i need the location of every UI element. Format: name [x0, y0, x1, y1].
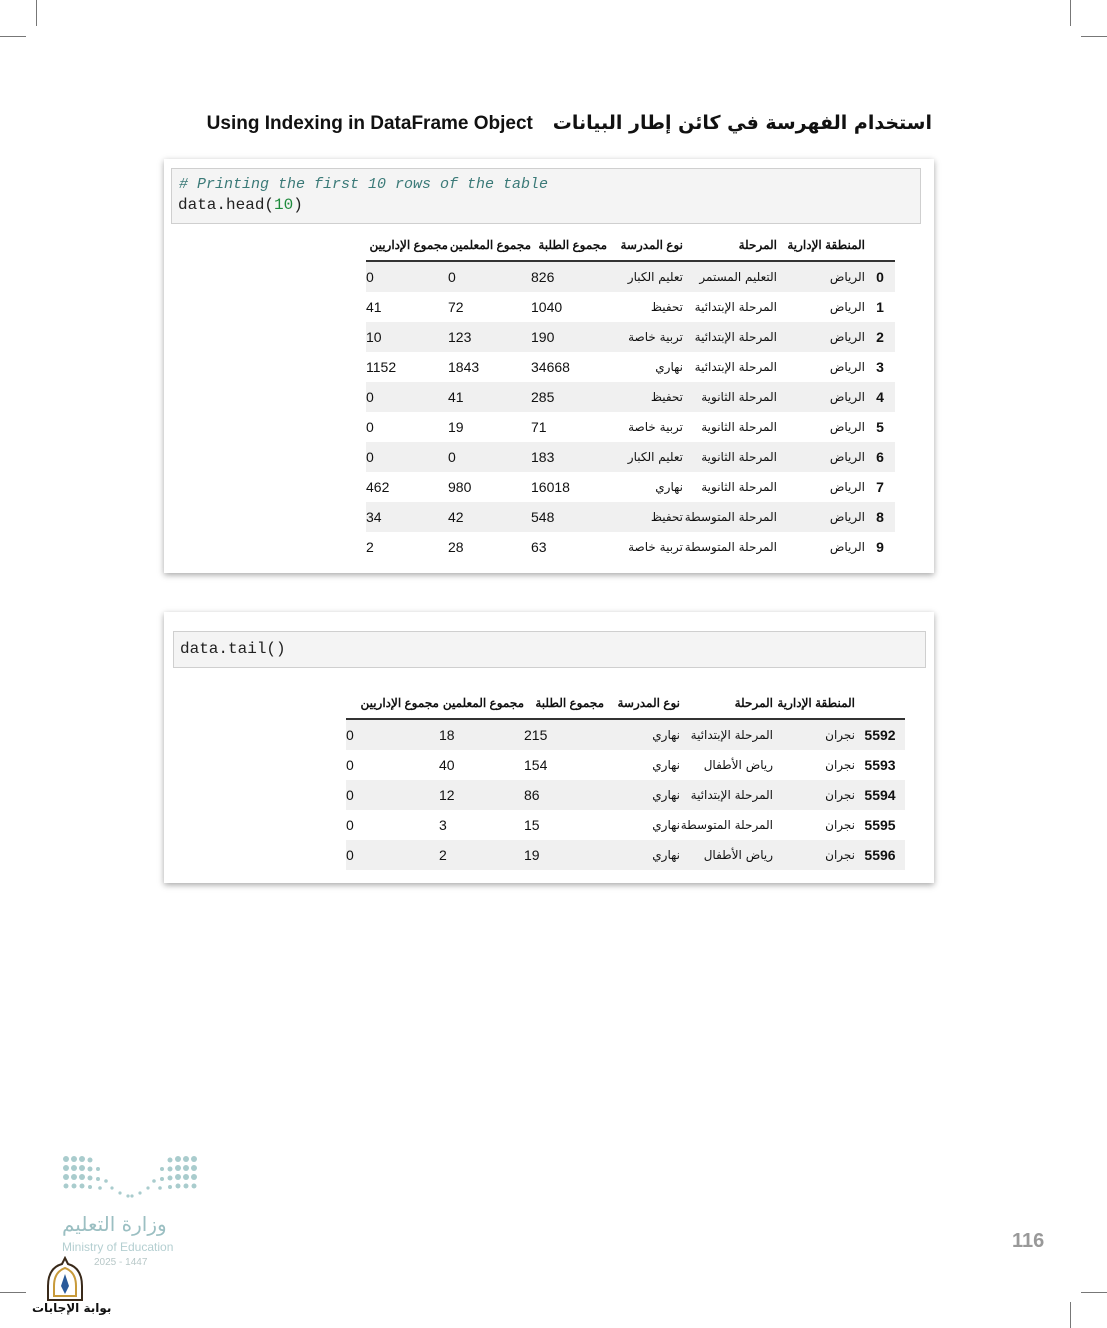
school-type-cell: تربية خاصة: [607, 322, 683, 352]
teachers-cell: 19: [448, 419, 464, 435]
region-cell: الرياض: [777, 261, 865, 292]
school-type-cell: نهاري: [604, 719, 680, 750]
students-cell: 86: [524, 780, 604, 810]
region-cell: نجران: [825, 758, 855, 772]
admins-cell: 0: [366, 261, 448, 292]
region-cell: الرياض: [777, 442, 865, 472]
admins-cell: 0: [346, 780, 439, 810]
admins-cell: 10: [366, 322, 448, 352]
admins-cell: 2: [366, 539, 374, 555]
crop-mark: [1081, 1292, 1107, 1293]
row-index: 5595: [864, 817, 896, 833]
portal-logo-icon: [44, 1256, 86, 1302]
stage-cell: المرحلة الثانوية: [683, 442, 777, 472]
crop-mark: [36, 0, 37, 26]
students-cell: 154: [524, 757, 548, 773]
school-type-cell: نهاري: [604, 780, 680, 810]
column-header: المنطقة الإدارية: [777, 230, 865, 261]
teachers-cell: 42: [448, 502, 531, 532]
table-row: [366, 412, 895, 442]
school-type-cell: نهاري: [655, 480, 683, 494]
row-index: 5593: [864, 757, 896, 773]
table-row: [346, 780, 905, 810]
stage-cell: رياض الأطفال: [703, 758, 773, 772]
region-cell: الرياض: [777, 382, 865, 412]
tail-dataframe-table: [346, 688, 905, 870]
tail-notebook-cell: [164, 612, 934, 883]
region-cell: نجران: [773, 719, 855, 750]
admins-cell: 0: [346, 757, 354, 773]
crop-mark: [1081, 36, 1107, 37]
students-cell: 34668: [531, 359, 570, 375]
admins-cell: 0: [346, 817, 354, 833]
teachers-cell: 18: [439, 719, 524, 750]
row-index: 5594: [855, 780, 905, 810]
school-type-cell: تحفيظ: [607, 382, 683, 412]
teachers-cell: 72: [448, 299, 464, 315]
admins-cell: 41: [366, 299, 382, 315]
tail-code-line: data.tail(): [180, 640, 286, 658]
admins-cell: 0: [366, 442, 448, 472]
row-index: 0: [865, 261, 895, 292]
school-type-cell: تحفيظ: [607, 502, 683, 532]
row-index: 2: [865, 322, 895, 352]
index-header: [865, 230, 895, 261]
column-header: مجموع المعلمين: [439, 688, 524, 719]
region-cell: الرياض: [777, 322, 865, 352]
region-cell: الرياض: [829, 360, 865, 374]
table-row: [366, 292, 895, 322]
stage-cell: المرحلة الإبتدائية: [680, 719, 773, 750]
admins-cell: 0: [366, 419, 374, 435]
row-index: 7: [876, 479, 884, 495]
code-paren: ): [293, 196, 303, 214]
region-cell: نجران: [773, 780, 855, 810]
stage-cell: المرحلة المتوسطة: [683, 502, 777, 532]
column-header: المنطقة الإدارية: [773, 688, 855, 719]
table-header-row: [346, 688, 905, 719]
stage-cell: المرحلة الإبتدائية: [694, 300, 777, 314]
row-index: 5592: [855, 719, 905, 750]
head-notebook-cell: [164, 159, 934, 573]
stage-cell: المرحلة الثانوية: [701, 480, 777, 494]
table-row: [366, 532, 895, 562]
stage-cell: المرحلة الثانوية: [683, 382, 777, 412]
page-number: 116: [1012, 1230, 1045, 1252]
school-type-cell: نهاري: [655, 360, 683, 374]
column-header: المرحلة: [683, 230, 777, 261]
ministry-logo-dots-icon: [62, 1155, 198, 1201]
school-type-cell: نهاري: [604, 840, 680, 870]
students-cell: 16018: [531, 479, 570, 495]
column-header: نوع المدرسة: [604, 688, 680, 719]
region-cell: نجران: [773, 840, 855, 870]
portal-watermark-text: بوابة الإجابات: [32, 1301, 112, 1315]
admins-cell: 0: [366, 382, 448, 412]
table-row: [366, 382, 895, 412]
head-code-line: [178, 196, 303, 214]
column-header: المرحلة: [680, 688, 773, 719]
ministry-name-arabic: وزارة التعليم: [62, 1212, 167, 1236]
admins-cell: 0: [346, 719, 439, 750]
column-header: مجموع المعلمين: [448, 230, 531, 261]
table-header-row: [366, 230, 895, 261]
row-index: 3: [876, 359, 884, 375]
stage-cell: المرحلة الثانوية: [701, 420, 777, 434]
tail-code-input[interactable]: [173, 631, 926, 668]
admins-cell: 1152: [366, 359, 397, 375]
teachers-cell: 40: [439, 757, 455, 773]
region-cell: الرياض: [829, 300, 865, 314]
head-code-input[interactable]: [171, 168, 921, 224]
column-header: مجموع الطلبة: [524, 688, 604, 719]
students-cell: 183: [531, 442, 607, 472]
edition-year: 2025 - 1447: [94, 1257, 148, 1268]
teachers-cell: 28: [448, 539, 464, 555]
section-title: [180, 112, 932, 135]
teachers-cell: 2: [439, 840, 524, 870]
school-type-cell: تحفيظ: [650, 300, 683, 314]
table-row: [366, 502, 895, 532]
ministry-name-english: Ministry of Education: [62, 1240, 174, 1254]
column-header: مجموع الطلبة: [531, 230, 607, 261]
table-row: [346, 840, 905, 870]
table-row: [346, 719, 905, 750]
index-header: [855, 688, 905, 719]
table-row: [366, 322, 895, 352]
table-row: [366, 442, 895, 472]
row-index: 8: [865, 502, 895, 532]
admins-cell: 0: [346, 840, 439, 870]
teachers-cell: 0: [448, 261, 531, 292]
students-cell: 71: [531, 419, 547, 435]
school-type-cell: تربية خاصة: [628, 420, 683, 434]
table-row: [366, 261, 895, 292]
crop-mark: [1070, 0, 1071, 26]
column-header: مجموع الإداريين: [366, 230, 448, 261]
students-cell: 190: [531, 322, 607, 352]
crop-mark: [0, 1292, 26, 1293]
students-cell: 15: [524, 817, 540, 833]
admins-cell: 34: [366, 502, 448, 532]
region-cell: الرياض: [777, 502, 865, 532]
crop-mark: [0, 36, 26, 37]
stage-cell: التعليم المستمر: [683, 261, 777, 292]
section-title-arabic: استخدام الفهرسة في كائن إطار البيانات: [552, 112, 932, 134]
row-index: 6: [865, 442, 895, 472]
code-comment: # Printing the first 10 rows of the table: [179, 176, 549, 193]
column-header: نوع المدرسة: [607, 230, 683, 261]
row-index: 4: [865, 382, 895, 412]
region-cell: الرياض: [829, 420, 865, 434]
teachers-cell: 123: [448, 322, 531, 352]
column-header: مجموع الإداريين: [346, 688, 439, 719]
code-number-literal: 10: [274, 196, 294, 214]
teachers-cell: 3: [439, 817, 447, 833]
students-cell: 548: [531, 502, 607, 532]
code-call: data.head(: [178, 196, 275, 214]
teachers-cell: 1843: [448, 359, 480, 375]
stage-cell: المرحلة الإبتدائية: [683, 322, 777, 352]
section-title-english: Using Indexing in DataFrame Object: [206, 113, 533, 134]
region-cell: الرياض: [829, 480, 865, 494]
row-index: 9: [876, 539, 884, 555]
table-row: [346, 810, 905, 840]
table-row: [346, 750, 905, 780]
row-index: 5596: [855, 840, 905, 870]
row-index: 5: [876, 419, 884, 435]
row-index: 1: [876, 299, 884, 315]
crop-mark: [1070, 1302, 1071, 1328]
stage-cell: المرحلة المتوسطة: [680, 818, 773, 832]
students-cell: 63: [531, 539, 547, 555]
teachers-cell: 41: [448, 382, 531, 412]
table-row: [366, 352, 895, 382]
students-cell: 19: [524, 840, 604, 870]
head-dataframe-table: [366, 230, 895, 562]
stage-cell: المرحلة الإبتدائية: [680, 780, 773, 810]
table-row: [366, 472, 895, 502]
stage-cell: المرحلة المتوسطة: [684, 540, 777, 554]
school-type-cell: تعليم الكبار: [607, 442, 683, 472]
teachers-cell: 980: [448, 479, 472, 495]
school-type-cell: تعليم الكبار: [607, 261, 683, 292]
stage-cell: رياض الأطفال: [680, 840, 773, 870]
school-type-cell: تربية خاصة: [628, 540, 683, 554]
students-cell: 285: [531, 382, 607, 412]
students-cell: 826: [531, 261, 607, 292]
school-type-cell: نهاري: [652, 818, 680, 832]
teachers-cell: 0: [448, 442, 531, 472]
school-type-cell: نهاري: [652, 758, 680, 772]
students-cell: 215: [524, 719, 604, 750]
teachers-cell: 12: [439, 780, 524, 810]
admins-cell: 462: [366, 479, 390, 495]
region-cell: نجران: [825, 818, 855, 832]
region-cell: الرياض: [829, 540, 865, 554]
stage-cell: المرحلة الإبتدائية: [694, 360, 777, 374]
students-cell: 1040: [531, 299, 563, 315]
